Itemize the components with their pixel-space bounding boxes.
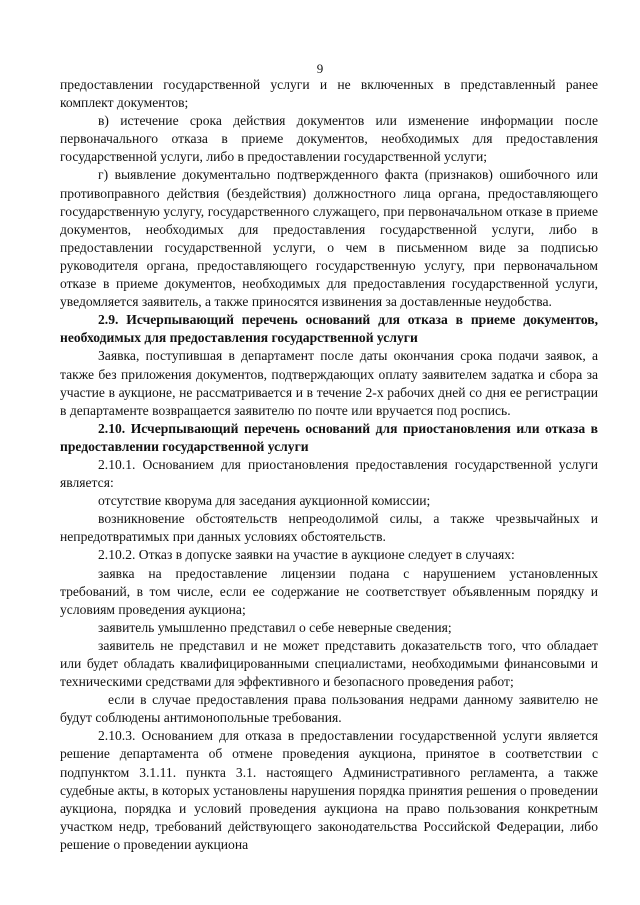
paragraph-continuation: предоставлении государственной услуги и не включенных в представленный ранее комплект документов; [60,77,598,111]
paragraph-no-quorum: отсутствие кворума для заседания аукционной комиссии; [98,493,431,509]
paragraph-false-info: заявитель умышленно представил о себе неверные сведения; [98,619,452,635]
paragraph-application-return: Заявка, поступившая в департамент после даты окончания срока подачи заявок, а также без приложения документов, подтверждающих оплату заявителем задатка и сбора за участие в аукционе, не рассматривается и в течение 2-х рабочих дней со дня ее регистрации в департаменте возвращается заявителю по почте или вручается под роспись. [60,348,598,418]
paragraph-antimonopoly: если в случае предоставления права пользования недрами данному заявителю не будут соблюдены антимонопольные требования. [60,692,598,726]
paragraph-item-g: г) выявление документально подтвержденного факта (признаков) ошибочного или противоправного действия (бездействия) должностного лица органа, предоставляющего государственную услугу, государственного служащего, при первоначальном отказе в приеме документов, необходимых для предоставления государственной услуги, либо в предоставлении государственной услуги, о чем в письменном виде за подписью руководителя органа, предоставляющего государственную услугу, при первоначальном отказе в приеме документов, необходимых для предоставления государственной услуги, уведомляется заявитель, а также приносятся извинения за доставленные неудобства. [60,167,598,310]
paragraph-violation-requirements: заявка на предоставление лицензии подана с нарушением установленных требований, в том числе, если ее содержание не соответствует объявленным порядку и условиям проведения аукциона; [60,565,598,617]
section-heading-2-9: 2.9. Исчерпывающий перечень оснований для отказа в приеме документов, необходимых для предоставления государственной услуги [60,312,598,346]
paragraph-item-v: в) истечение срока действия документов или изменение информации после первоначального отказа в приеме документов, необходимых для предоставления государственной услуги, либо в предоставлении государственной услуги; [60,113,598,165]
document-body [60,76,598,854]
paragraph-2-10-3: 2.10.3. Основанием для отказа в предоставлении государственной услуги является решение департамента об отмене проведения аукциона, принятое в соответствии с подпунктом 3.1.11. пункта 3.1. настоящего Административного регламента, а также судебные акты, в которых установлены нарушения порядка принятия решения о проведении аукциона, порядка и условий проведения аукциона на право пользования конкретным участком недр, требований действующего законодательства Российской Федерации, либо решение о проведении аукциона [60,728,598,852]
page-number: 9 [316,61,324,76]
paragraph-2-10-1: 2.10.1. Основанием для приостановления предоставления государственной услуги является: [60,456,598,491]
section-heading-2-10: 2.10. Исчерпывающий перечень оснований для приостановления или отказа в предоставлении государственной услуги [60,420,598,454]
paragraph-force-majeure: возникновение обстоятельств непреодолимой силы, а также чрезвычайных и непредотвратимых при данных условиях обстоятельств. [60,511,598,545]
paragraph-2-10-2: 2.10.2. Отказ в допуске заявки на участие в аукционе следует в случаях: [98,547,515,563]
paragraph-no-evidence: заявитель не представил и не может представить доказательств того, что обладает или будет обладать квалифицированными специалистами, необходимыми финансовыми и техническими средствами для эффективного и безопасного проведения работ; [60,637,598,690]
